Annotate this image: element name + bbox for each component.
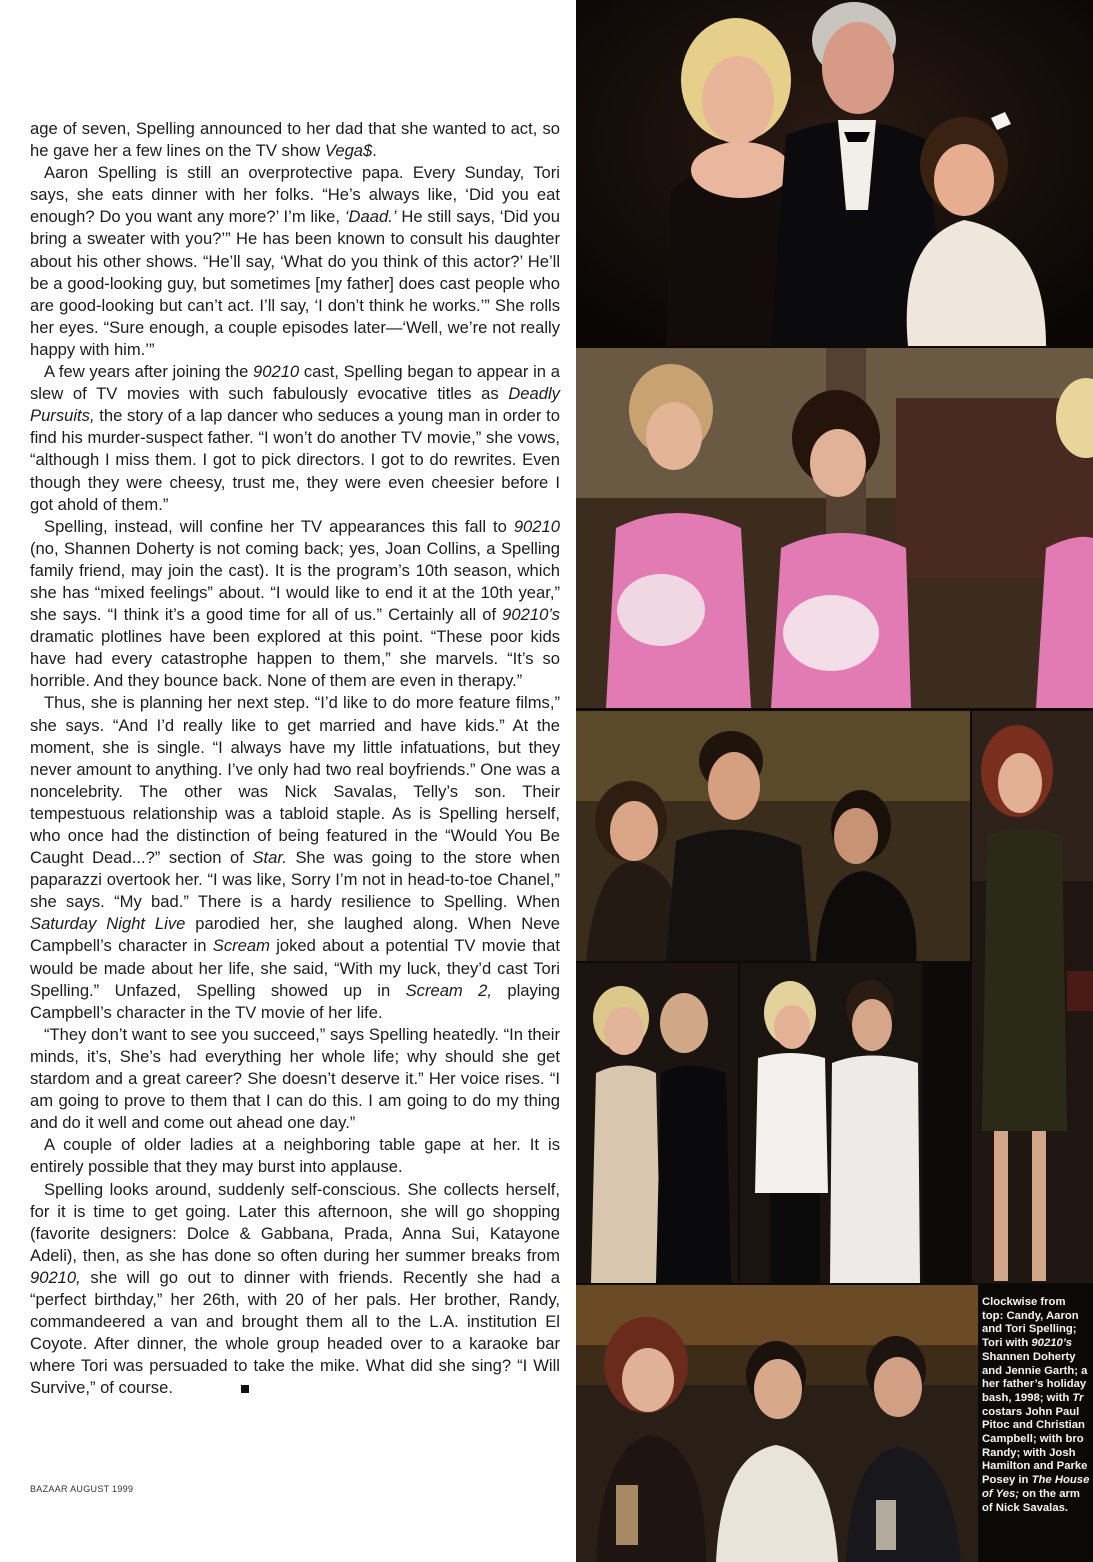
paragraph-4: Spelling, instead, will confine her TV appearances this fall to 90210 (no, Shannen Doherty is not coming back; yes, Joan Collins, a Spelling family friend, may join the cast). It is the program’s 10th season, which she has “mixed feelings” about. “I would like to end it at the 10th year,” she says. “I think it’s a good time for all of us.” Certainly all of 90210’s dramatic plotlines have been explored at this point. “These poor kids have had every catastrophe happen to them,” she marvels. “It’s so horrible. And they bounce back. None of them are even in therapy.” — [30, 516, 560, 691]
article-body — [30, 118, 560, 1399]
photo-costars — [576, 963, 738, 1283]
photo-bridesmaids-90210 — [576, 348, 1093, 708]
paragraph-5: Thus, she is planning her next step. “I’d like to do more feature films,” she says. “And I’d really like to get married and have kids.” At the moment, she is single. “I always have my little infatuations, but they never amount to anything. I’ve only had two real boyfriends.” One was a noncelebrity. The other was Nick Savalas, Telly’s son. Their tempestuous relationship was a tabloid staple. As is Spelling herself, who once had the distinction of being featured in the “Would You Be Caught Dead...?” section of Star. She was going to the store when paparazzi overtook her. “I was like, Sorry I’m not in head-to-toe Chanel,” she says. “My bad.” There is a hardy resilience to Spelling. When Saturday Night Live parodied her, she laughed along. When Neve Campbell’s character in Scream joked about a potential TV movie that would be made about her life, she said, “With my luck, they’d cast Tori Spelling.” Unfazed, Spelling showed up in Scream 2, playing Campbell’s character in the TV movie of her life. — [30, 693, 560, 1022]
end-mark-icon — [241, 1385, 249, 1393]
paragraph-3: A few years after joining the 90210 cast, Spelling began to appear in a slew of TV movies with such fabulously evocative titles as Deadly Pursuits, the story of a lap dancer who seduces a young man in order to find his murder-suspect father. “I won’t do another TV movie,” she vows, “although I miss them. I got to pick directors. I got to do rewrites. Even though they were cheesy, trust me, they were even cheesier before I got ahold of them.” — [30, 362, 560, 514]
photo-nick-savalas — [972, 711, 1093, 1283]
paragraph-7: A couple of older ladies at a neighboring table gape at her. It is entirely possible that they may burst into applause. — [30, 1135, 560, 1177]
paragraph-2: Aaron Spelling is still an overprotective papa. Every Sunday, Tori says, she eats dinner with her folks. “He’s always like, ‘Did you eat enough? Do you want any more?’ I’m like, ‘Daad.’ He still says, ‘Did you bring a sweater with you?’” He has been known to consult his daughter about his other shows. “He’ll say, ‘What do you think of this actor?’ He’ll be a good-looking guy, but sometimes [my father] does cast people who are good-looking but can’t act. I’ll say, ‘I don’t think he works.’” She rolls her eyes. “Sure enough, a couple episodes later—‘Well, we’re not really happy with him.’” — [30, 163, 560, 359]
photo-caption: Clockwise from top: Candy, Aaron and Tori Spelling; Tori with 90210’s Shannen Doherty and Jennie Garth; a her father’s holiday bash, 1998; with Tr costars John Paul Pitoc and Christian Campbell; with bro Randy; with Josh Hamilton and Parke Posey in The House of Yes; on the arm of Nick Savalas. — [982, 1296, 1090, 1514]
photo-holiday-bash — [576, 711, 970, 961]
photo-randy — [740, 963, 922, 1283]
page-footer: BAZAAR AUGUST 1999 — [30, 1484, 134, 1494]
show-title: Vega$ — [324, 141, 373, 161]
paragraph-6: “They don’t want to see you succeed,” says Spelling heatedly. “In their minds, it’s, She’s had everything her whole life; why should she get stardom and a great career? She doesn’t deserve it.” Her voice rises. “I am going to prove to them that I can do this. I am going to do my thing and do it well and come out ahead one day.” — [30, 1024, 560, 1133]
photo-family-candy-aaron-tori — [576, 0, 1093, 346]
paragraph-1: age of seven, Spelling announced to her dad that she wanted to act, so he gave her a few lines on the TV show Vega$. — [30, 119, 560, 161]
photo-house-of-yes — [576, 1285, 978, 1562]
paragraph-8: Spelling looks around, suddenly self-conscious. She collects herself, for it is time to get going. Later this afternoon, she will go shopping (favorite designers: Dolce & Gabbana, Prada, Anna Sui, Katayone Adeli), then, as she has done so often during her summer breaks from 90210, she will go out to dinner with friends. Recently she had a “perfect birthday,” her 26th, with 20 of her pals. Her brother, Randy, commandeered a van and brought them all to the L.A. institution El Coyote. After dinner, the whole group headed over to a karaoke bar where Tori was persuaded to take the mike. What did she sing? “I Will Survive,” of course. — [30, 1179, 560, 1398]
